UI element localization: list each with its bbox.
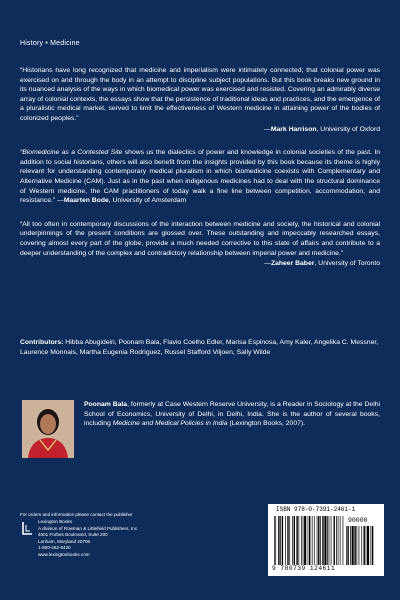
- publisher-phone: 1-800-462-6420: [38, 545, 71, 551]
- endorsement-text: “Historians have long recognized that medicine and imperialism were intimately connected; that colonial power was exercised on and through the body in an attempt to discipline subject populations. But this book breaks new ground in its nuanced analysis of the ways in which biomedical power was exercised and resisted. Covering an admirably diverse array of colonial contexts, the essays show that the persistence of traditional ideas and practices, and the emergence of a pluralistic medical market, served to limit the effectiveness of Western medicine in attaining power of the bodies of colonized peoples.”: [20, 67, 380, 122]
- price-code: 90000: [348, 517, 368, 524]
- author-bio: Poonam Bala, formerly at Case Western Reserve University, is a Reader in Sociology at the Delhi School of Economics, University of Delhi, in Delhi, India. She is the author of several books, including Medicine and Medical Policies in India (Lexington Books, 2007).: [84, 401, 380, 428]
- author-name: Poonam Bala: [84, 401, 128, 408]
- barcode: [268, 504, 384, 576]
- endorser-affiliation: , University of Oxford: [316, 125, 380, 133]
- category-label: History • Medicine: [20, 40, 80, 47]
- isbn-label: ISBN 978-0-7391-2461-1: [276, 506, 356, 513]
- publisher-info: [38, 519, 138, 559]
- author-portrait-image: [22, 400, 74, 458]
- author-book-title: Medicine and Medical Policies in India: [112, 420, 228, 428]
- endorsement-harrison: [20, 66, 380, 134]
- endorser-name: Zaheer Baber: [270, 260, 315, 268]
- publisher-website: www.lexingtonbooks.com: [38, 551, 90, 557]
- endorser-affiliation: , University of Amsterdam: [108, 197, 187, 205]
- endorsement-attribution: —Zaheer Baber, University of Toronto: [264, 260, 380, 268]
- publisher-note: For orders and information please contact the publisher: [20, 512, 133, 517]
- endorsement-attribution: —Mark Harrison, University of Oxford: [264, 125, 380, 133]
- endorsement-attribution: —Maarten Bode, University of Amsterdam: [57, 197, 187, 205]
- author-photo: [22, 400, 74, 458]
- publisher-name: Lexington Books: [38, 519, 72, 524]
- book-title-italic: “Biomedicine as a Contested Site: [20, 149, 123, 157]
- endorsements: [20, 66, 380, 283]
- ean-barcode-bars: [274, 516, 344, 565]
- publisher-logo-icon: [20, 521, 34, 535]
- endorsement-text: shows us the dialectics of power and knowledge in colonial societies of the past. In addition to social historians, others will also benefit from the insights provided by this book because its theme is highly relevant for understanding contemporary medical pluralism in which biomedicine coexists with Complementary and Alternative Medicine (CAM). Just as in the past when indigenous medicines had to deal with the structural dominance of Western medicine, the CAM practitioners of today walk a fine line between competition, accommodation, and resistance.”: [20, 149, 381, 205]
- publisher-city: Lanham, Maryland 20706: [38, 538, 91, 544]
- endorsement-baber: [20, 220, 380, 269]
- publisher-division: A division of Rowman & Littlefield Publishers, Inc.: [38, 525, 139, 531]
- endorser-name: Maarten Bode: [63, 197, 109, 205]
- publisher-street: 4501 Forbes Boulevard, Suite 200: [38, 532, 108, 538]
- endorser-name: Mark Harrison: [270, 125, 317, 133]
- contributors-names: Hibba Abugideiri, Poonam Bala, Flavio Coelho Edler, Marisa Espinosa, Amy Kaler, Angelika C. Messner, Laurence Monnais, Martha Eugenia Rodriguez, Russel Stafford Viljoen, Sally Wilde: [20, 339, 379, 356]
- contributors-label: Contributors:: [20, 339, 64, 346]
- endorsement-bode: [20, 148, 380, 206]
- price-barcode-bars: [346, 526, 378, 565]
- endorsement-text: “All too often in contemporary discussions of the interaction between medicine and society, the historical and colonial underpinnings of the present conditions are glossed over. These outstanding and impeccably researched essays, covering almost every part of the globe, provide a much needed corrective to this state of affairs and contribute to a deeper understanding of the complex and contradictory relationship between imperial power and medicine.”: [20, 220, 380, 257]
- barcode-digits: 9 780739 124611: [272, 565, 336, 572]
- endorser-affiliation: , University of Toronto: [314, 260, 380, 268]
- contributors: [20, 338, 380, 357]
